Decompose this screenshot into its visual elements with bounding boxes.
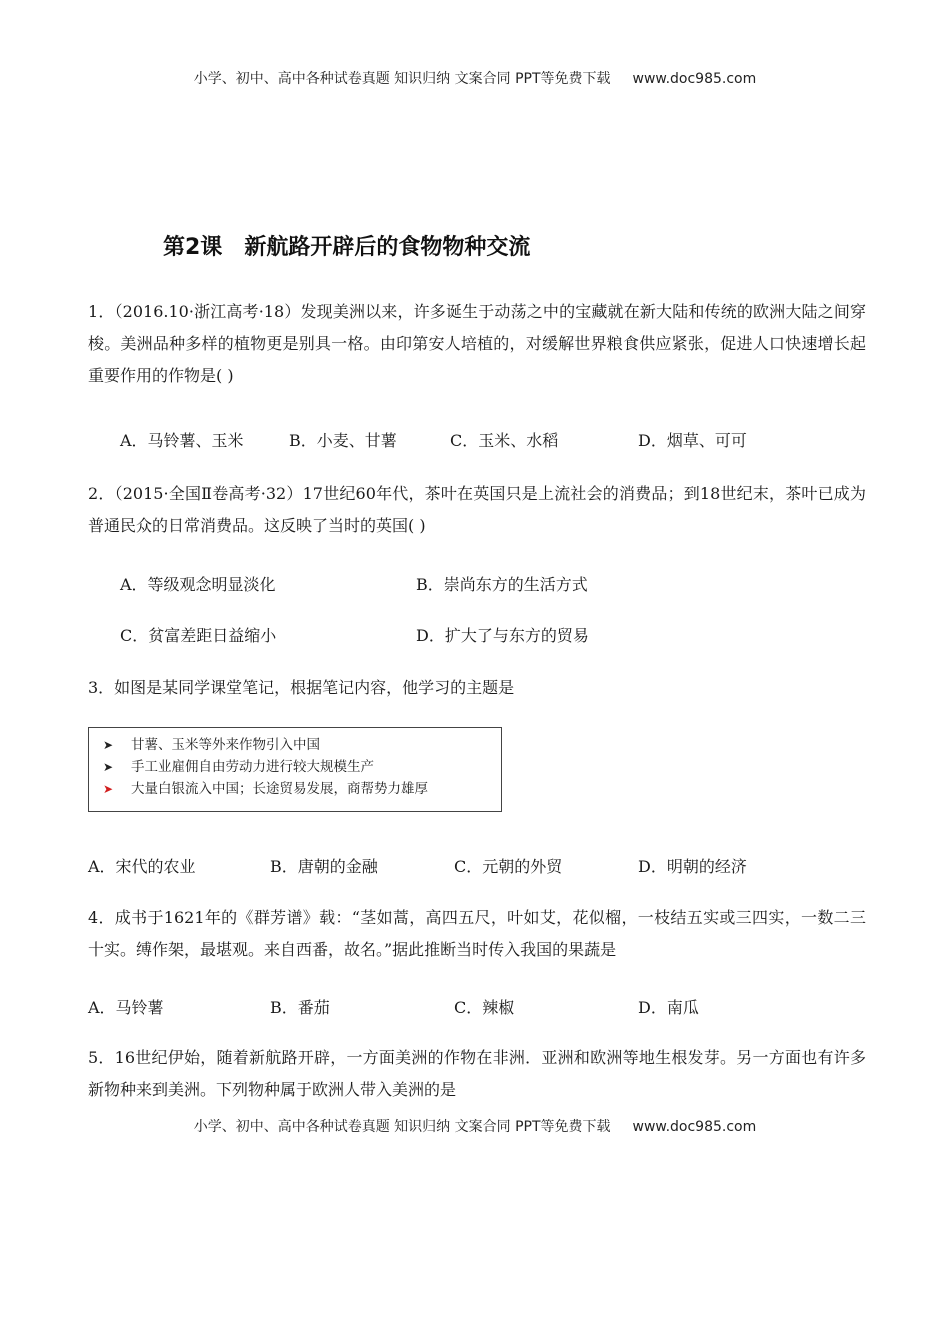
question-2-stem: 2．（2015·全国Ⅱ卷高考·32）17世纪60年代，茶叶在英国只是上流社会的消费品；到18世纪末，茶叶已成为普通民众的日常消费品。这反映了当时的英国( ) bbox=[88, 484, 866, 535]
note-line bbox=[103, 734, 501, 756]
q2-option-a[interactable]: A．等级观念明显淡化 bbox=[120, 575, 276, 594]
question-4-stem: 4．成书于1621年的《群芳谱》载：“茎如蒿，高四五尺，叶如艾，花似榴，一枝结五实或三四实，一数二三十实。缚作架，最堪观。来自西番，故名。”据此推断当时传入我国的果蔬是 bbox=[88, 908, 866, 959]
question-3-stem: 3．如图是某同学课堂笔记，根据笔记内容，他学习的主题是 bbox=[88, 678, 515, 697]
footer-text: 小学、初中、高中各种试卷真题 知识归纳 文案合同 PPT等免费下载 bbox=[193, 1119, 611, 1135]
header-text: 小学、初中、高中各种试卷真题 知识归纳 文案合同 PPT等免费下载 bbox=[193, 71, 611, 87]
footer-site-link[interactable]: www.doc985.com bbox=[632, 1119, 757, 1135]
q4-option-d[interactable]: D．南瓜 bbox=[638, 998, 699, 1017]
q3-option-c[interactable]: C．元朝的外贸 bbox=[454, 857, 563, 876]
q3-option-a[interactable]: A．宋代的农业 bbox=[88, 857, 196, 876]
q4-option-a[interactable]: A．马铃薯 bbox=[88, 998, 164, 1017]
arrow-bullet-icon: ➤ bbox=[103, 760, 114, 774]
q2-option-b[interactable]: B．崇尚东方的生活方式 bbox=[416, 575, 588, 594]
q3-option-d[interactable]: D．明朝的经济 bbox=[638, 857, 747, 876]
question-5-stem: 5．16世纪伊始，随着新航路开辟，一方面美洲的作物在非洲．亚洲和欧洲等地生根发芽。另一方面也有许多新物种来到美洲。下列物种属于欧洲人带入美洲的是 bbox=[88, 1048, 866, 1099]
arrow-bullet-icon: ➤ bbox=[103, 738, 114, 752]
note-line bbox=[103, 778, 501, 800]
q2-option-d[interactable]: D．扩大了与东方的贸易 bbox=[416, 626, 589, 645]
note-text: 甘薯、玉米等外来作物引入中国 bbox=[131, 737, 320, 753]
q1-option-c[interactable]: C．玉米、水稻 bbox=[450, 431, 559, 450]
q3-option-b[interactable]: B．唐朝的金融 bbox=[270, 857, 378, 876]
lesson-number: 第2课 bbox=[163, 235, 223, 260]
note-line bbox=[103, 756, 501, 778]
header-site-link[interactable]: www.doc985.com bbox=[632, 71, 757, 87]
arrow-bullet-icon: ➤ bbox=[103, 782, 114, 796]
question-1-stem: 1．（2016.10·浙江高考·18）发现美洲以来，许多诞生于动荡之中的宝藏就在新大陆和传统的欧洲大陆之间穿梭。美洲品种多样的植物更是别具一格。由印第安人培植的，对缓解世界粮食供应紧张，促进人口快速增长起重要作用的作物是( ) bbox=[88, 302, 866, 385]
q4-option-b[interactable]: B．番茄 bbox=[270, 998, 330, 1017]
class-notes-image bbox=[88, 727, 502, 812]
page-title bbox=[163, 230, 530, 261]
q1-option-b[interactable]: B．小麦、甘薯 bbox=[289, 431, 397, 450]
note-text: 大量白银流入中国；长途贸易发展，商帮势力雄厚 bbox=[131, 781, 428, 797]
q4-option-c[interactable]: C．辣椒 bbox=[454, 998, 515, 1017]
q1-option-a[interactable]: A．马铃薯、玉米 bbox=[120, 431, 244, 450]
q1-option-d[interactable]: D．烟草、可可 bbox=[638, 431, 747, 450]
page-footer bbox=[0, 1116, 950, 1136]
lesson-topic: 新航路开辟后的食物物种交流 bbox=[244, 235, 531, 260]
note-text: 手工业雇佣自由劳动力进行较大规模生产 bbox=[131, 759, 374, 775]
page-header bbox=[0, 68, 950, 88]
q2-option-c[interactable]: C．贫富差距日益缩小 bbox=[120, 626, 277, 645]
